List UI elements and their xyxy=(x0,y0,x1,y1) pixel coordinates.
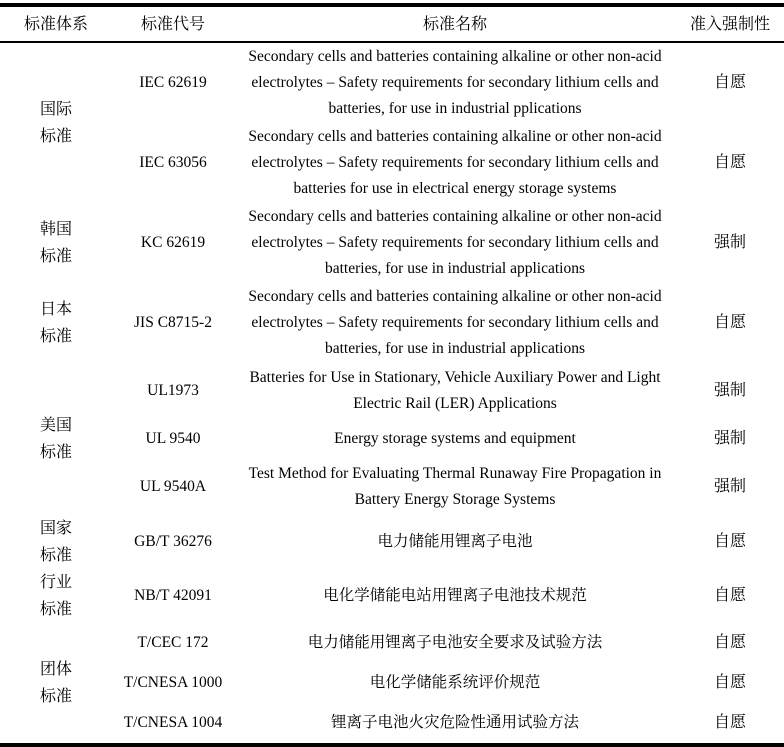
code-cell: UL 9540 xyxy=(145,430,201,447)
header-row xyxy=(0,5,784,42)
table-row xyxy=(0,42,784,123)
header-mandatory: 准入强制性 xyxy=(676,5,784,42)
system-cell: 国际标准 xyxy=(39,101,72,145)
mandatory-cell: 强制 xyxy=(713,234,746,251)
name-cell: Secondary cells and batteries containing alkaline or other non-acid electrolytes – Safety requirements for secondary lithium cells and batteries, for use in industrial applications xyxy=(248,208,662,277)
system-cell: 国家标准行业标准 xyxy=(39,520,72,618)
mandatory-cell: 自愿 xyxy=(713,634,746,651)
name-cell: Energy storage systems and equipment xyxy=(334,430,576,447)
code-cell: UL 9540A xyxy=(139,478,207,495)
mandatory-cell: 自愿 xyxy=(713,533,746,550)
system-cell: 团体标准 xyxy=(39,661,72,705)
mandatory-cell: 强制 xyxy=(713,430,746,447)
code-cell: JIS C8715-2 xyxy=(134,314,212,331)
name-cell: 电力储能用锂离子电池安全要求及试验方法 xyxy=(307,634,603,651)
header-name: 标准名称 xyxy=(234,5,676,42)
name-cell: Test Method for Evaluating Thermal Runaway Fire Propagation in Battery Energy Storage Systems xyxy=(248,465,662,508)
table-row xyxy=(0,203,784,283)
mandatory-cell: 自愿 xyxy=(713,674,746,691)
code-cell: IEC 63056 xyxy=(139,154,207,171)
table-row xyxy=(0,459,784,515)
name-cell: 电化学储能系统评价规范 xyxy=(369,674,541,691)
mandatory-cell: 自愿 xyxy=(713,154,746,171)
name-cell: Batteries for Use in Stationary, Vehicle Auxiliary Power and Light Electric Rail (LER) Applications xyxy=(249,369,661,412)
code-cell: T/CNESA 1000 xyxy=(123,674,223,691)
header-system: 标准体系 xyxy=(0,5,112,42)
table-row xyxy=(0,623,784,663)
code-cell: IEC 62619 xyxy=(139,74,207,91)
table-header xyxy=(0,5,784,42)
mandatory-cell: 自愿 xyxy=(713,714,746,731)
code-cell: T/CEC 172 xyxy=(137,634,209,651)
table-row xyxy=(0,363,784,419)
table-row xyxy=(0,569,784,623)
table-row xyxy=(0,663,784,703)
mandatory-cell: 自愿 xyxy=(713,74,746,91)
code-cell: NB/T 42091 xyxy=(134,587,212,604)
mandatory-cell: 自愿 xyxy=(713,314,746,331)
table-row xyxy=(0,123,784,203)
name-cell: Secondary cells and batteries containing alkaline or other non-acid electrolytes – Safety requirements for secondary lithium cells and batteries for use in electrical energy storage systems xyxy=(248,128,662,197)
table-row xyxy=(0,283,784,363)
system-cell: 日本标准 xyxy=(39,301,72,345)
name-cell: Secondary cells and batteries containing alkaline or other non-acid electrolytes – Safety requirements for secondary lithium cells and batteries, for use in industrial applications xyxy=(248,288,662,357)
table-row xyxy=(0,419,784,459)
mandatory-cell: 强制 xyxy=(713,382,746,399)
name-cell: Secondary cells and batteries containing alkaline or other non-acid electrolytes – Safety requirements for secondary lithium cells and batteries, for use in industrial pplications xyxy=(248,48,662,117)
code-cell: UL1973 xyxy=(147,382,199,399)
code-cell: T/CNESA 1004 xyxy=(123,714,223,731)
code-cell: KC 62619 xyxy=(140,234,206,251)
system-cell: 美国标准 xyxy=(39,417,72,461)
table-body xyxy=(0,42,784,745)
name-cell: 电化学储能电站用锂离子电池技术规范 xyxy=(323,587,587,604)
system-cell: 韩国标准 xyxy=(39,221,72,265)
code-cell: GB/T 36276 xyxy=(134,533,212,550)
header-code: 标准代号 xyxy=(112,5,234,42)
mandatory-cell: 强制 xyxy=(713,478,746,495)
table-row xyxy=(0,515,784,569)
name-cell: 锂离子电池火灾危险性通用试验方法 xyxy=(330,714,579,731)
standards-table xyxy=(0,3,784,747)
mandatory-cell: 自愿 xyxy=(713,587,746,604)
table-row xyxy=(0,703,784,745)
name-cell: 电力储能用锂离子电池 xyxy=(377,533,533,550)
